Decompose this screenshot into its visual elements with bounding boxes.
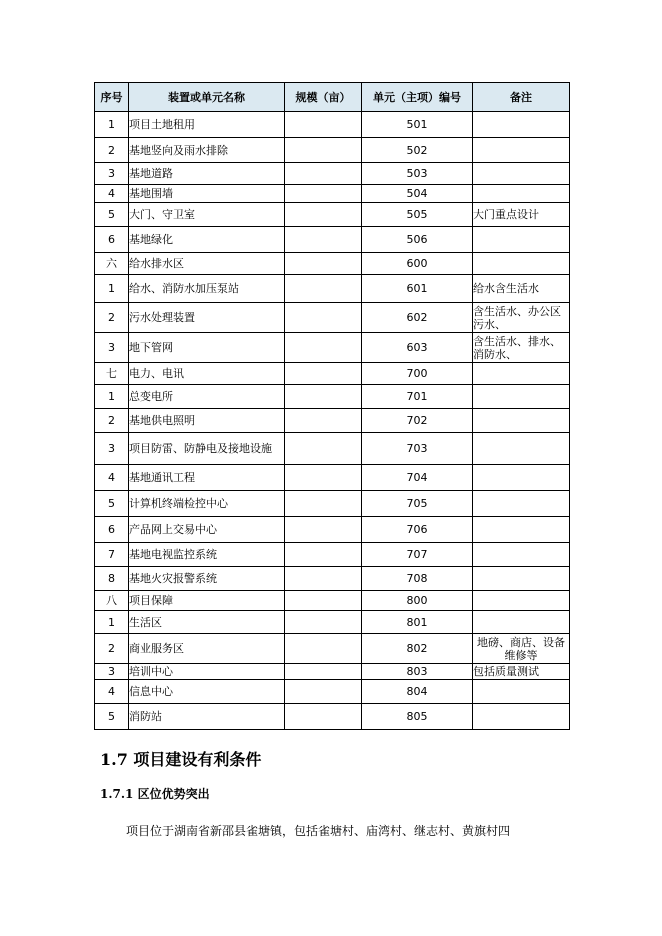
header-scale: 规模（亩） — [285, 83, 362, 112]
cell-code: 708 — [362, 567, 473, 591]
cell-seq: 2 — [95, 138, 129, 163]
table-row — [95, 591, 570, 611]
unit-table — [94, 82, 570, 730]
cell-note — [473, 543, 570, 567]
cell-seq: 1 — [95, 275, 129, 303]
cell-code: 803 — [362, 664, 473, 680]
cell-seq: 1 — [95, 611, 129, 634]
cell-name: 电力、电讯 — [129, 363, 285, 385]
cell-scale — [285, 611, 362, 634]
table-row — [95, 333, 570, 363]
table-row — [95, 203, 570, 227]
cell-note: 大门重点设计 — [473, 203, 570, 227]
cell-note — [473, 409, 570, 433]
cell-seq: 七 — [95, 363, 129, 385]
table-row — [95, 465, 570, 491]
cell-code: 603 — [362, 333, 473, 363]
cell-name: 基地道路 — [129, 163, 285, 185]
table-row — [95, 363, 570, 385]
body-paragraph: 项目位于湖南省新邵县雀塘镇，包括雀塘村、庙湾村、继志村、黄旗村四 — [126, 824, 511, 838]
cell-seq: 5 — [95, 491, 129, 517]
cell-code: 506 — [362, 227, 473, 253]
cell-code: 800 — [362, 591, 473, 611]
cell-seq: 5 — [95, 203, 129, 227]
cell-scale — [285, 203, 362, 227]
cell-name: 生活区 — [129, 611, 285, 634]
table-row — [95, 543, 570, 567]
cell-seq: 4 — [95, 465, 129, 491]
cell-note — [473, 704, 570, 730]
cell-name: 基地围墙 — [129, 185, 285, 203]
cell-seq: 3 — [95, 163, 129, 185]
cell-scale — [285, 227, 362, 253]
cell-name: 污水处理装置 — [129, 303, 285, 333]
cell-seq: 4 — [95, 680, 129, 704]
cell-scale — [285, 664, 362, 680]
cell-name: 给水排水区 — [129, 253, 285, 275]
cell-note — [473, 138, 570, 163]
cell-scale — [285, 591, 362, 611]
cell-note: 包括质量测试 — [473, 664, 570, 680]
table-row — [95, 634, 570, 664]
cell-name: 消防站 — [129, 704, 285, 730]
cell-scale — [285, 333, 362, 363]
cell-note — [473, 253, 570, 275]
cell-seq: 3 — [95, 433, 129, 465]
table-row — [95, 491, 570, 517]
cell-code: 602 — [362, 303, 473, 333]
cell-code: 505 — [362, 203, 473, 227]
cell-code: 705 — [362, 491, 473, 517]
cell-code: 805 — [362, 704, 473, 730]
cell-seq: 6 — [95, 517, 129, 543]
cell-scale — [285, 363, 362, 385]
cell-code: 504 — [362, 185, 473, 203]
cell-name: 计算机终端检控中心 — [129, 491, 285, 517]
cell-name: 给水、消防水加压泵站 — [129, 275, 285, 303]
cell-scale — [285, 275, 362, 303]
cell-scale — [285, 491, 362, 517]
section-heading: 1.7 项目建设有利条件 — [100, 750, 262, 769]
cell-seq: 八 — [95, 591, 129, 611]
cell-code: 503 — [362, 163, 473, 185]
cell-seq: 4 — [95, 185, 129, 203]
table-row — [95, 409, 570, 433]
cell-note — [473, 185, 570, 203]
cell-seq: 2 — [95, 634, 129, 664]
cell-note: 含生活水、排水、消防水、 — [473, 333, 570, 363]
cell-name: 项目防雷、防静电及接地设施 — [129, 433, 285, 465]
cell-scale — [285, 704, 362, 730]
cell-name: 项目保障 — [129, 591, 285, 611]
cell-scale — [285, 433, 362, 465]
table-row — [95, 185, 570, 203]
cell-seq: 1 — [95, 385, 129, 409]
cell-name: 基地绿化 — [129, 227, 285, 253]
cell-seq: 7 — [95, 543, 129, 567]
cell-name: 总变电所 — [129, 385, 285, 409]
table-row — [95, 704, 570, 730]
cell-scale — [285, 517, 362, 543]
cell-scale — [285, 185, 362, 203]
cell-name: 信息中心 — [129, 680, 285, 704]
cell-code: 704 — [362, 465, 473, 491]
cell-name: 项目土地租用 — [129, 112, 285, 138]
cell-scale — [285, 163, 362, 185]
cell-seq: 3 — [95, 333, 129, 363]
cell-note — [473, 491, 570, 517]
cell-scale — [285, 385, 362, 409]
table-row — [95, 253, 570, 275]
cell-code: 801 — [362, 611, 473, 634]
cell-note: 含生活水、办公区污水、 — [473, 303, 570, 333]
table-row — [95, 567, 570, 591]
table-row — [95, 275, 570, 303]
cell-code: 802 — [362, 634, 473, 664]
subsection-heading: 1.7.1 区位优势突出 — [100, 787, 210, 801]
cell-note: 给水含生活水 — [473, 275, 570, 303]
table-row — [95, 112, 570, 138]
table-row — [95, 611, 570, 634]
cell-note — [473, 680, 570, 704]
header-seq: 序号 — [95, 83, 129, 112]
table-row — [95, 138, 570, 163]
cell-note — [473, 363, 570, 385]
cell-note — [473, 567, 570, 591]
cell-seq: 8 — [95, 567, 129, 591]
cell-name: 培训中心 — [129, 664, 285, 680]
cell-note — [473, 227, 570, 253]
cell-scale — [285, 409, 362, 433]
cell-code: 700 — [362, 363, 473, 385]
table-row — [95, 433, 570, 465]
cell-seq: 6 — [95, 227, 129, 253]
cell-seq: 5 — [95, 704, 129, 730]
cell-seq: 3 — [95, 664, 129, 680]
table-row — [95, 303, 570, 333]
cell-name: 地下管网 — [129, 333, 285, 363]
cell-code: 804 — [362, 680, 473, 704]
table-row — [95, 517, 570, 543]
cell-name: 产品网上交易中心 — [129, 517, 285, 543]
cell-name: 基地通讯工程 — [129, 465, 285, 491]
cell-code: 703 — [362, 433, 473, 465]
cell-code: 501 — [362, 112, 473, 138]
cell-note — [473, 611, 570, 634]
cell-code: 702 — [362, 409, 473, 433]
cell-code: 601 — [362, 275, 473, 303]
cell-code: 600 — [362, 253, 473, 275]
cell-code: 707 — [362, 543, 473, 567]
cell-scale — [285, 138, 362, 163]
cell-seq: 2 — [95, 303, 129, 333]
cell-code: 701 — [362, 385, 473, 409]
table-row — [95, 680, 570, 704]
cell-code: 706 — [362, 517, 473, 543]
cell-note — [473, 112, 570, 138]
cell-scale — [285, 112, 362, 138]
cell-note — [473, 163, 570, 185]
table-row — [95, 664, 570, 680]
cell-note: 地磅、商店、设备维修等 — [473, 634, 570, 664]
header-note: 备注 — [473, 83, 570, 112]
cell-name: 大门、守卫室 — [129, 203, 285, 227]
cell-note — [473, 433, 570, 465]
cell-name: 基地电视监控系统 — [129, 543, 285, 567]
cell-scale — [285, 543, 362, 567]
cell-seq: 六 — [95, 253, 129, 275]
cell-name: 商业服务区 — [129, 634, 285, 664]
table-row — [95, 163, 570, 185]
cell-seq: 2 — [95, 409, 129, 433]
cell-note — [473, 385, 570, 409]
table-row — [95, 227, 570, 253]
cell-name: 基地火灾报警系统 — [129, 567, 285, 591]
cell-scale — [285, 253, 362, 275]
cell-note — [473, 591, 570, 611]
cell-scale — [285, 634, 362, 664]
cell-note — [473, 517, 570, 543]
table-header-row — [95, 83, 570, 112]
cell-note — [473, 465, 570, 491]
cell-scale — [285, 680, 362, 704]
header-name: 装置或单元名称 — [129, 83, 285, 112]
cell-scale — [285, 465, 362, 491]
cell-name: 基地供电照明 — [129, 409, 285, 433]
table-row — [95, 385, 570, 409]
cell-scale — [285, 567, 362, 591]
cell-name: 基地竖向及雨水排除 — [129, 138, 285, 163]
header-code: 单元（主项）编号 — [362, 83, 473, 112]
cell-scale — [285, 303, 362, 333]
cell-code: 502 — [362, 138, 473, 163]
cell-seq: 1 — [95, 112, 129, 138]
